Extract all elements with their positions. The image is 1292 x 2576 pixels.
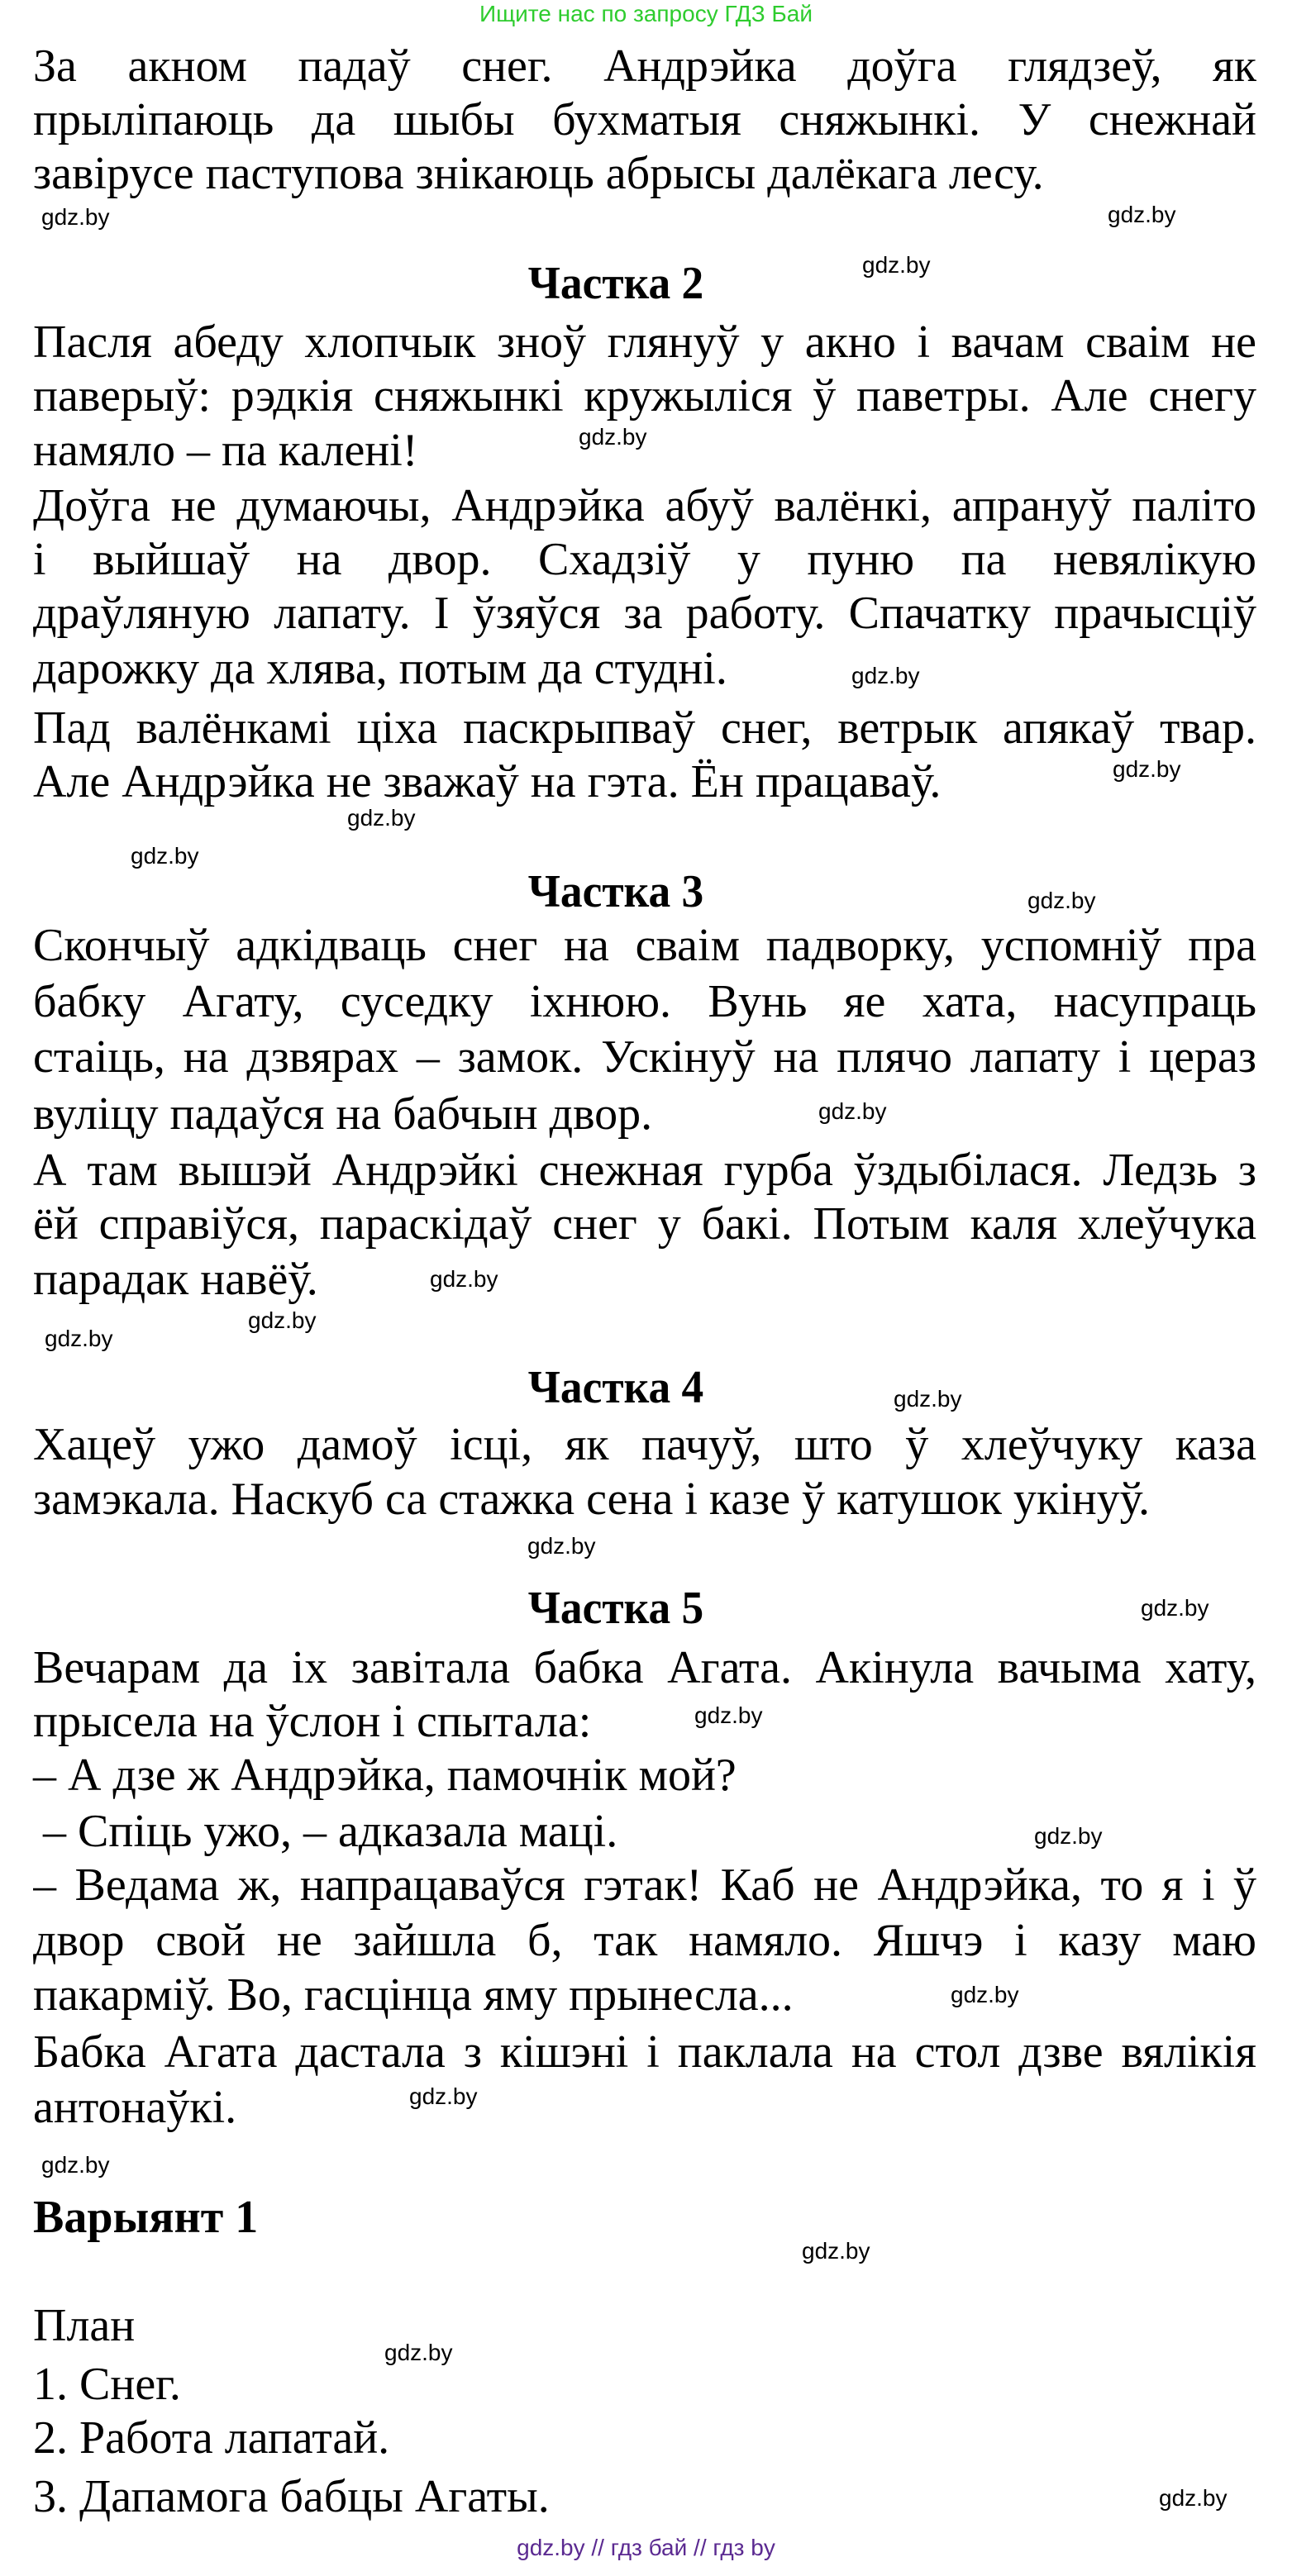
watermark: gdz.by [1034,1823,1103,1849]
footer-links[interactable]: gdz.by // гдз бай // гдз by [517,2535,775,2560]
text-line: завірусе паступова знікаюць абрысы далёкага лесу. [33,148,1044,199]
text-line: – Ведама ж, напрацаваўся гэтак! Каб не Андрэйка, то я і ў [33,1859,1256,1911]
text-line: Хацеў ужо дамоў ісці, як пачуў, што ў хлеўчуку каза [33,1419,1256,1470]
text-line: Пад валёнкамі ціха паскрыпваў снег, ветрык апякаў твар. [33,702,1256,754]
text-line: замэкала. Наскуб са стажка сена і казе ў катушок укінуў. [33,1474,1151,1525]
variant-heading: Варыянт 1 [33,2192,259,2243]
watermark: gdz.by [430,1266,498,1292]
watermark: gdz.by [951,1982,1019,2007]
watermark: gdz.by [894,1386,962,1412]
text-line: стаіць, на дзвярах – замок. Ускінуў на плячо лапату і цераз [33,1031,1256,1083]
text-line: Бабка Агата дастала з кішэні і паклала на стол дзве вялікія [33,2026,1256,2078]
watermark: gdz.by [41,204,110,230]
text-line: Але Андрэйка не зважаў на гэта. Ён працаваў. [33,756,942,807]
text-line: і выйшаў на двор. Схадзіў у пуню па невялікую [33,534,1256,585]
watermark: gdz.by [802,2238,870,2264]
section-heading: Частка 4 [527,1362,704,1413]
text-line: дарожку да хлява, потым да студні. [33,643,727,694]
text-line: бабку Агату, суседку іхнюю. Вунь яе хата, насупраць [33,976,1256,1027]
watermark: gdz.by [1113,756,1181,782]
text-line: Доўга не думаючы, Андрэйка абуў валёнкі, апрануў паліто [33,480,1256,531]
text-line: драўляную лапату. І ўзяўся за работу. Спачатку прачысціў [33,588,1256,639]
watermark: gdz.by [579,424,647,450]
watermark: gdz.by [527,1533,596,1559]
section-heading: Частка 5 [527,1583,704,1634]
text-line: А там вышэй Андрэйкі снежная гурба ўздыбілася. Ледзь з [33,1145,1256,1196]
text-line: – Спіць ужо, – адказала маці. [43,1806,618,1857]
section-heading: Частка 2 [527,258,704,309]
header-banner[interactable]: Ищите нас по запросу ГДЗ Бай [479,1,813,26]
watermark: gdz.by [45,1326,113,1351]
watermark: gdz.by [409,2083,478,2109]
text-line: пакарміў. Во, гасцінца яму прынесла... [33,1969,794,2021]
watermark: gdz.by [384,2340,453,2365]
text-line: – А дзе ж Андрэйка, памочнік мой? [33,1750,737,1801]
watermark: gdz.by [248,1307,317,1333]
watermark: gdz.by [851,663,920,688]
section-heading: Частка 3 [527,866,704,917]
text-line: 2. Работа лапатай. [33,2412,390,2464]
text-line: вуліцу падаўся на бабчын двор. [33,1088,653,1140]
text-line: ёй справіўся, параскідаў снег у бакі. Потым каля хлеўчука [33,1198,1256,1250]
text-line: прыліпаюць да шыбы бухматыя сняжынкі. У снежнай [33,94,1256,145]
watermark: gdz.by [131,843,199,869]
text-line: парадак навёў. [33,1254,318,1305]
watermark: gdz.by [694,1702,763,1728]
text-line: Пасля абеду хлопчык зноў глянуў у акно і вачам сваім не [33,317,1256,368]
watermark: gdz.by [1027,888,1096,913]
text-line: двор свой не зайшла б, так намяло. Яшчэ і казу маю [33,1915,1256,1966]
text-line: Вечарам да іх завітала бабка Агата. Акінула вачыма хату, [33,1642,1256,1693]
text-line: антонаўкі. [33,2082,237,2133]
watermark: gdz.by [1108,202,1176,227]
text-line: паверыў: рэдкія сняжынкі кружыліся ў паветры. Але снегу [33,370,1256,421]
text-line: За акном падаў снег. Андрэйка доўга глядзеў, як [33,40,1256,92]
text-line: 3. Дапамога бабцы Агаты. [33,2471,550,2522]
text-line: План [33,2300,136,2351]
text-line: Скончыў адкідваць снег на сваім падворку, успомніў пра [33,920,1256,971]
watermark: gdz.by [347,805,416,831]
watermark: gdz.by [41,2152,110,2178]
text-line: прысела на ўслон і спытала: [33,1696,592,1747]
text-line: 1. Снег. [33,2359,181,2410]
watermark: gdz.by [818,1098,887,1124]
watermark: gdz.by [1141,1595,1209,1621]
text-line: намяло – па калені! [33,425,418,476]
watermark: gdz.by [1159,2485,1228,2511]
watermark: gdz.by [862,252,931,278]
